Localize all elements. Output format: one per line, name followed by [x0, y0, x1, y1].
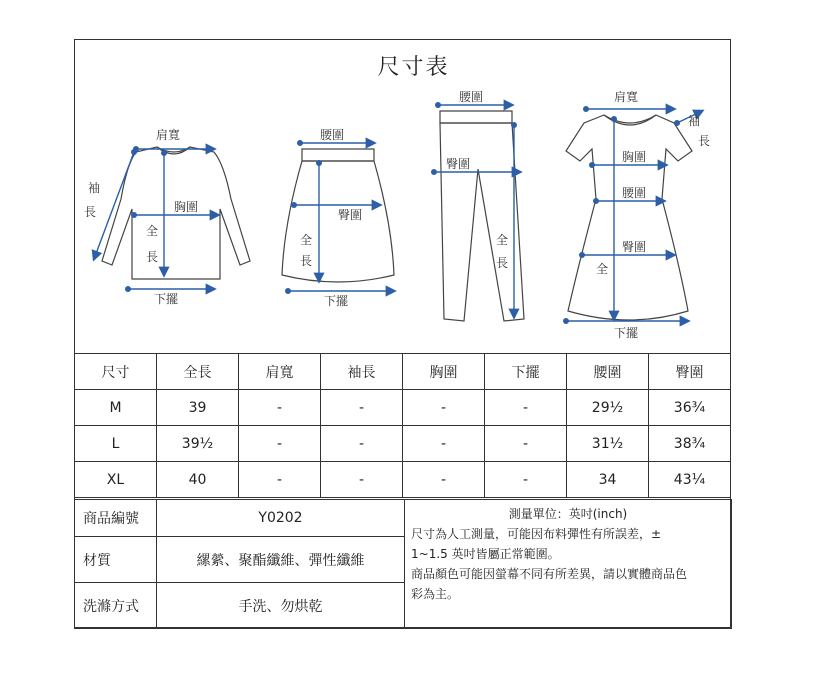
cell: -: [239, 390, 321, 426]
cell: 38¾: [649, 426, 731, 462]
skirt-waist-label: 腰圍: [320, 128, 345, 142]
size-table: [74, 353, 731, 498]
pants-diagram: [431, 90, 524, 321]
cell: 36¾: [649, 390, 731, 426]
cell: M: [75, 390, 157, 426]
dress-chest-label: 胸圍: [622, 150, 647, 164]
shirt-chest-label: 胸圍: [174, 200, 199, 214]
dress-diagram: [563, 89, 710, 340]
header-size: 尺寸: [75, 354, 157, 390]
cell: XL: [75, 462, 157, 498]
cell: 39: [157, 390, 239, 426]
pants-length-label-2: 長: [496, 256, 509, 270]
size-table-header: [75, 354, 731, 390]
cell: -: [239, 462, 321, 498]
shirt-shoulder-label: 肩寬: [156, 128, 181, 142]
cell: -: [485, 390, 567, 426]
material-label: 材質: [75, 537, 157, 583]
table-row: [75, 462, 731, 498]
dress-sleeve-label-2: 長: [698, 134, 711, 148]
header-shoulder: 肩寬: [239, 354, 321, 390]
page-title: 尺寸表: [377, 55, 450, 80]
care-value: 手洗、勿烘乾: [157, 583, 405, 629]
shirt-diagram: [84, 127, 250, 306]
table-row: [75, 426, 731, 462]
dress-sleeve-label-1: 袖: [688, 114, 701, 128]
header-hip: 臀圍: [649, 354, 731, 390]
material-value: 縲縈、聚酯纖維、彈性纖維: [157, 537, 405, 583]
cell: -: [485, 426, 567, 462]
cell: -: [403, 426, 485, 462]
skirt-length-label-1: 全: [300, 233, 313, 247]
shirt-sleeve-label-1: 袖: [88, 181, 101, 195]
header-sleeve: 袖長: [321, 354, 403, 390]
measurement-notes: [405, 500, 732, 629]
cell: L: [75, 426, 157, 462]
cell: -: [321, 426, 403, 462]
product-code-value: Y0202: [157, 500, 405, 537]
dress-length-label: 全: [596, 262, 609, 276]
product-code-label: 商品編號: [75, 500, 157, 537]
note-line-4: 彩為主。: [411, 587, 460, 601]
shirt-length-label-1: 全: [146, 224, 159, 238]
header-chest: 胸圍: [403, 354, 485, 390]
pants-hip-label: 臀圍: [446, 157, 471, 171]
dress-hip-label: 臀圍: [622, 240, 647, 254]
skirt-hem-label: 下擺: [324, 294, 349, 308]
cell: 43¼: [649, 462, 731, 498]
pants-waist-label: 腰圍: [459, 90, 484, 104]
product-info-table: [74, 499, 732, 629]
shirt-hem-label: 下擺: [154, 292, 179, 306]
header-hem: 下擺: [485, 354, 567, 390]
cell: 40: [157, 462, 239, 498]
shirt-length-label-2: 長: [146, 250, 159, 264]
note-line-3: 商品顏色可能因螢幕不同有所差異，請以實體商品色: [411, 567, 688, 581]
dress-waist-label: 腰圍: [622, 186, 647, 200]
skirt-hip-label: 臀圍: [338, 208, 363, 222]
skirt-diagram: [282, 128, 394, 308]
dress-shoulder-label: 肩寬: [614, 90, 639, 104]
cell: 39½: [157, 426, 239, 462]
cell: -: [485, 462, 567, 498]
cell: -: [403, 390, 485, 426]
cell: -: [321, 462, 403, 498]
cell: 29½: [567, 390, 649, 426]
cell: 34: [567, 462, 649, 498]
care-label: 洗滌方式: [75, 583, 157, 629]
dress-hem-label: 下擺: [614, 326, 639, 340]
cell: -: [403, 462, 485, 498]
pants-length-label-1: 全: [496, 233, 509, 247]
header-waist: 腰圍: [567, 354, 649, 390]
note-line-2: 1~1.5 英吋皆屬正常範圍。: [411, 547, 560, 561]
header-length: 全長: [157, 354, 239, 390]
cell: 31½: [567, 426, 649, 462]
table-row: [75, 390, 731, 426]
cell: -: [239, 426, 321, 462]
shirt-sleeve-label-2: 長: [84, 205, 97, 219]
unit-note: 測量單位：英吋(inch): [508, 507, 628, 521]
note-line-1: 尺寸為人工測量，可能因布料彈性有所誤差，±: [411, 527, 662, 541]
cell: -: [321, 390, 403, 426]
garment-diagrams: [74, 39, 731, 353]
skirt-length-label-2: 長: [300, 254, 313, 268]
